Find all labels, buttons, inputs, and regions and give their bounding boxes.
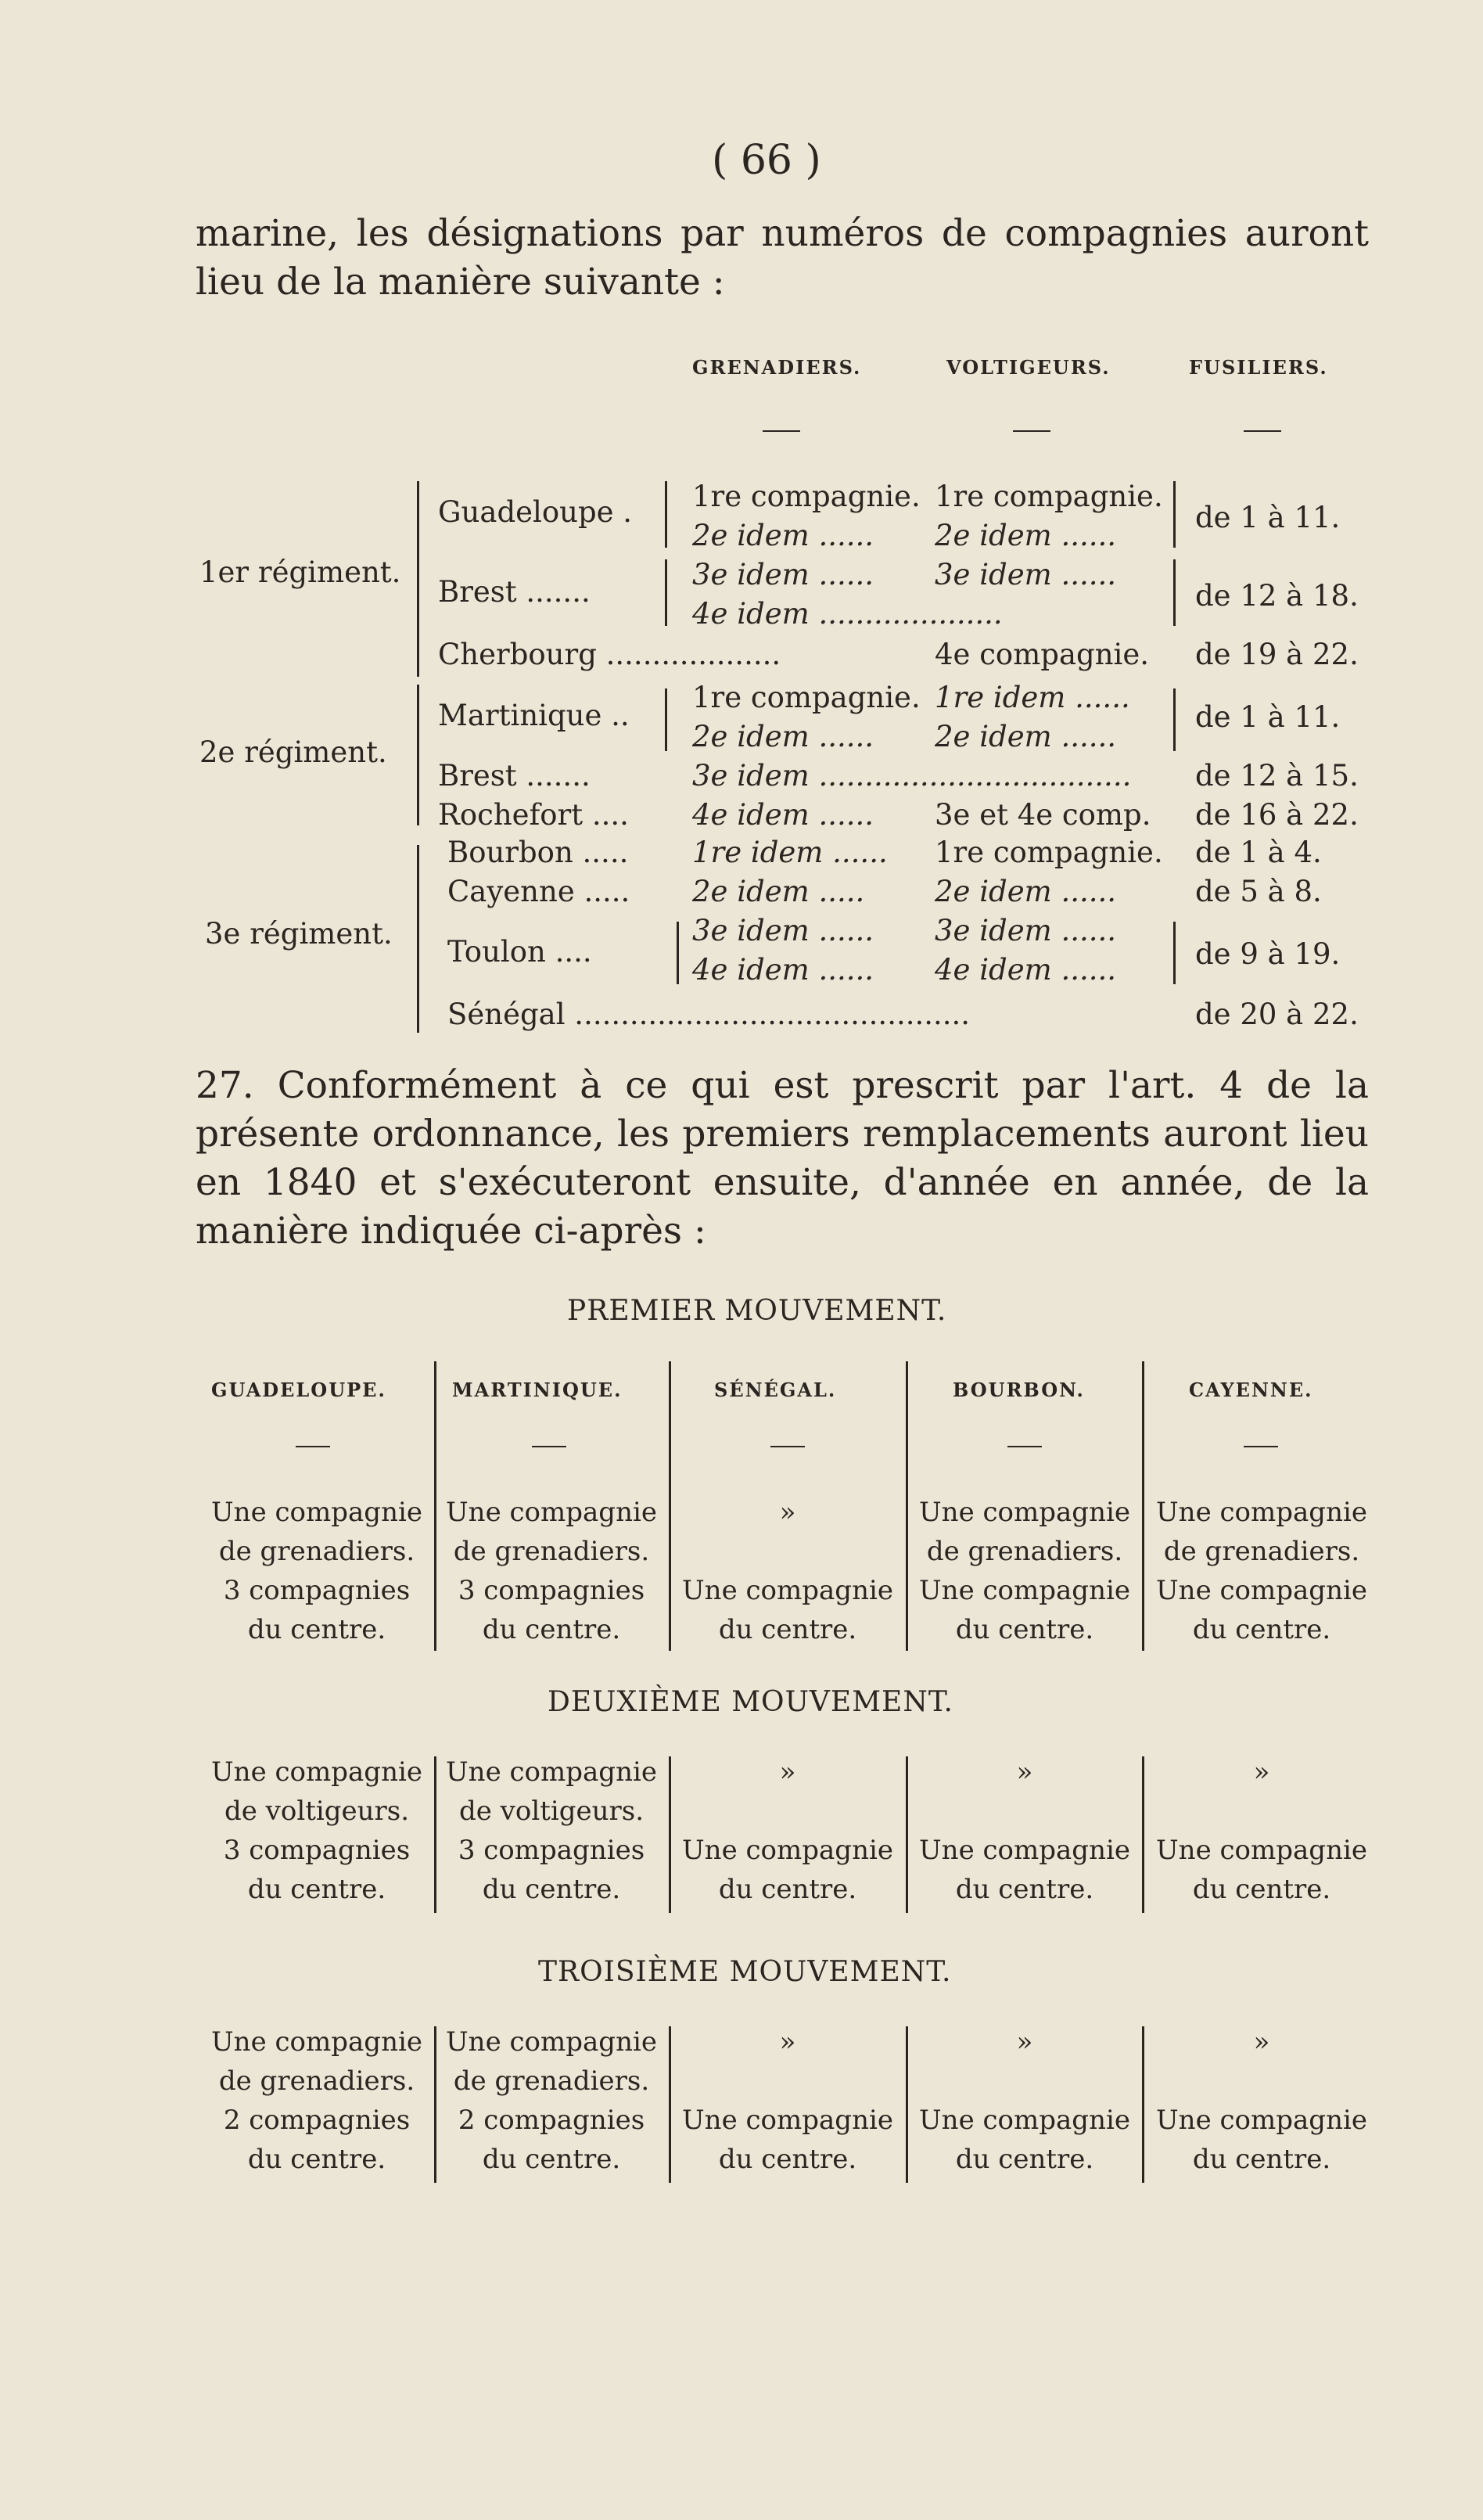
- column-rule: [434, 2026, 436, 2183]
- column-dash: [1007, 1446, 1042, 1447]
- fusilier-brace: [1173, 481, 1176, 548]
- cell-line: Une compagnie: [211, 1497, 422, 1528]
- voltigeur-cell: 1re compagnie.: [935, 836, 1163, 869]
- cell-line: 3 compagnies: [223, 1575, 411, 1606]
- cell-line: [674, 2062, 901, 2101]
- movement-cell: [911, 1493, 1138, 1649]
- regiment-brace: [417, 481, 419, 677]
- voltigeur-cell: 3e idem ......: [935, 558, 1117, 591]
- place-name: Rochefort ....: [438, 798, 629, 832]
- cell-line: Une compagnie: [446, 2026, 657, 2058]
- place-name: Brest .......: [438, 575, 591, 609]
- column-rule: [1142, 1756, 1144, 1913]
- cell-line: [1148, 2062, 1375, 2101]
- movement-cell: [203, 2022, 430, 2179]
- movement-cell: [438, 2022, 665, 2179]
- place-name: Toulon ....: [447, 935, 592, 969]
- grenadier-cell: 3e idem ......: [692, 558, 874, 591]
- column-rule: [669, 1361, 671, 1651]
- column-header: GUADELOUPE.: [211, 1379, 386, 1401]
- paragraph-27: [196, 1062, 1369, 1256]
- cell-line: du centre.: [1192, 1614, 1331, 1645]
- header-voltigeurs: VOLTIGEURS.: [946, 356, 1111, 379]
- cell-line: »: [779, 1497, 796, 1528]
- fusilier-brace: [1173, 688, 1176, 751]
- movement-cell: [674, 1752, 901, 1909]
- regiment-brace: [417, 685, 419, 825]
- voltigeur-cell: 1re compagnie.: [935, 480, 1163, 513]
- voltigeur-cell: 2e idem ......: [935, 875, 1117, 908]
- grenadier-cell: 2e idem ......: [692, 720, 874, 753]
- place-brace: [677, 922, 679, 984]
- column-rule: [906, 1361, 908, 1651]
- cell-line: de voltigeurs.: [224, 1796, 410, 1827]
- cell-line: Une compagnie: [1156, 1835, 1367, 1866]
- cell-line: 2 compagnies: [458, 2105, 645, 2136]
- grenadier-cell: 1re compagnie.: [692, 681, 921, 714]
- cell-line: de grenadiers.: [453, 1536, 650, 1567]
- fusilier-cell: de 12 à 15.: [1195, 759, 1359, 793]
- grenadier-cell: 1re idem ......: [692, 836, 888, 869]
- cell-line: du centre.: [1192, 2144, 1331, 2175]
- intro-paragraph: [196, 210, 1369, 307]
- place-brace: [665, 481, 667, 548]
- cell-line: Une compagnie: [682, 2105, 893, 2136]
- intro-line: marine, les désignations par numéros de compagnies auront: [196, 212, 1369, 255]
- paragraph-line: présente ordonnance, les premiers remplacements auront lieu: [196, 1113, 1369, 1156]
- voltigeur-cell: 4e compagnie.: [935, 638, 1150, 671]
- place-brace: [665, 559, 667, 626]
- cell-line: [674, 1532, 901, 1571]
- cell-line: Une compagnie: [1156, 2105, 1367, 2136]
- cell-line: Une compagnie: [919, 1835, 1130, 1866]
- cell-line: 2 compagnies: [223, 2105, 411, 2136]
- paragraph-line: manière indiquée ci-après :: [196, 1210, 706, 1253]
- grenadier-cell: 1re compagnie.: [692, 480, 921, 513]
- cell-line: du centre.: [955, 1874, 1094, 1905]
- cell-line: »: [1016, 1756, 1033, 1788]
- fusilier-cell: de 1 à 4.: [1195, 836, 1322, 869]
- fusilier-cell: de 16 à 22.: [1195, 798, 1359, 832]
- regiment-label: 1er régiment.: [199, 555, 401, 589]
- grenadier-cell: 4e idem ....................: [692, 597, 1003, 631]
- column-dash: [1244, 1446, 1278, 1447]
- cell-line: du centre.: [247, 2144, 386, 2175]
- cell-line: Une compagnie: [919, 1575, 1130, 1606]
- voltigeur-cell: 3e et 4e comp.: [935, 798, 1151, 832]
- column-dash: [296, 1446, 330, 1447]
- place-name: Cayenne .....: [447, 875, 630, 908]
- page-number: ( 66 ): [712, 137, 821, 184]
- cell-line: du centre.: [955, 2144, 1094, 2175]
- fusilier-cell: de 1 à 11.: [1195, 501, 1341, 534]
- grenadier-cell: 3e idem ..................................: [692, 759, 1132, 793]
- place-name: Cherbourg ...................: [438, 638, 781, 671]
- movement-cell: [1148, 1493, 1375, 1649]
- cell-line: du centre.: [718, 1874, 857, 1905]
- header-dash: [763, 430, 800, 432]
- column-dash: [532, 1446, 566, 1447]
- fusilier-brace: [1173, 559, 1176, 626]
- header-grenadiers: GRENADIERS.: [692, 356, 862, 379]
- place-name: Bourbon .....: [447, 836, 629, 869]
- cell-line: [911, 1792, 1138, 1831]
- place-name: Sénégal ...........................................: [447, 998, 971, 1031]
- cell-line: [1148, 1792, 1375, 1831]
- cell-line: Une compagnie: [1156, 1575, 1367, 1606]
- cell-line: de grenadiers.: [453, 2065, 650, 2097]
- cell-line: Une compagnie: [1156, 1497, 1367, 1528]
- cell-line: du centre.: [247, 1874, 386, 1905]
- cell-line: 3 compagnies: [458, 1575, 645, 1606]
- intro-line: lieu de la manière suivante :: [196, 261, 725, 304]
- header-fusiliers: FUSILIERS.: [1189, 356, 1328, 379]
- movement-cell: [674, 2022, 901, 2179]
- regiment-brace: [417, 845, 419, 1033]
- fusilier-cell: de 19 à 22.: [1195, 638, 1359, 671]
- movement-cell: [438, 1752, 665, 1909]
- cell-line: de voltigeurs.: [458, 1796, 645, 1827]
- cell-line: du centre.: [482, 1874, 621, 1905]
- cell-line: de grenadiers.: [218, 2065, 415, 2097]
- column-rule: [669, 2026, 671, 2183]
- movement-cell: [1148, 1752, 1375, 1909]
- cell-line: »: [779, 1756, 796, 1788]
- movement-cell: [438, 1493, 665, 1649]
- column-rule: [906, 1756, 908, 1913]
- grenadier-cell: 4e idem ......: [692, 798, 874, 832]
- cell-line: Une compagnie: [446, 1497, 657, 1528]
- fusilier-cell: de 1 à 11.: [1195, 700, 1341, 734]
- grenadier-cell: 3e idem ......: [692, 914, 874, 947]
- fusilier-cell: de 9 à 19.: [1195, 937, 1341, 971]
- movement-cell: [203, 1752, 430, 1909]
- column-rule: [906, 2026, 908, 2183]
- cell-line: [911, 2062, 1138, 2101]
- movement-title: TROISIÈME MOUVEMENT.: [538, 1956, 952, 1988]
- paragraph-line: en 1840 et s'exécuteront ensuite, d'année en année, de la: [196, 1161, 1369, 1204]
- column-rule: [1142, 2026, 1144, 2183]
- column-header: BOURBON.: [953, 1379, 1085, 1401]
- grenadier-cell: 4e idem ......: [692, 953, 874, 987]
- voltigeur-cell: 3e idem ......: [935, 914, 1117, 947]
- cell-line: »: [1253, 1756, 1270, 1788]
- fusilier-cell: de 12 à 18.: [1195, 579, 1359, 613]
- fusilier-brace: [1173, 922, 1176, 984]
- cell-line: du centre.: [482, 1614, 621, 1645]
- movement-title: PREMIER MOUVEMENT.: [567, 1295, 947, 1327]
- header-dash: [1013, 430, 1050, 432]
- grenadier-cell: 2e idem .....: [692, 875, 865, 908]
- column-rule: [434, 1756, 436, 1913]
- movement-cell: [203, 1493, 430, 1649]
- fusilier-cell: de 20 à 22.: [1195, 998, 1359, 1031]
- cell-line: du centre.: [1192, 1874, 1331, 1905]
- cell-line: Une compagnie: [682, 1575, 893, 1606]
- cell-line: du centre.: [718, 1614, 857, 1645]
- column-header: CAYENNE.: [1189, 1379, 1313, 1401]
- cell-line: »: [1253, 2026, 1270, 2058]
- voltigeur-cell: 2e idem ......: [935, 720, 1117, 753]
- cell-line: »: [1016, 2026, 1033, 2058]
- cell-line: de grenadiers.: [218, 1536, 415, 1567]
- header-dash: [1244, 430, 1281, 432]
- column-rule: [434, 1361, 436, 1651]
- column-dash: [770, 1446, 805, 1447]
- cell-line: Une compagnie: [211, 1756, 422, 1788]
- regiment-label: 3e régiment.: [205, 917, 393, 951]
- place-name: Guadeloupe .: [438, 495, 633, 529]
- movement-cell: [1148, 2022, 1375, 2179]
- movement-title: DEUXIÈME MOUVEMENT.: [548, 1686, 953, 1718]
- paragraph-line: 27. Conformément à ce qui est prescrit par l'art. 4 de la: [196, 1064, 1369, 1107]
- cell-line: du centre.: [247, 1614, 386, 1645]
- column-header: SÉNÉGAL.: [714, 1379, 837, 1401]
- column-header: MARTINIQUE.: [452, 1379, 623, 1401]
- place-brace: [665, 688, 667, 751]
- voltigeur-cell: 1re idem ......: [935, 681, 1130, 714]
- voltigeur-cell: 2e idem ......: [935, 519, 1117, 552]
- grenadier-cell: 2e idem ......: [692, 519, 874, 552]
- cell-line: 3 compagnies: [458, 1835, 645, 1866]
- cell-line: »: [779, 2026, 796, 2058]
- movement-cell: [674, 1493, 901, 1649]
- cell-line: de grenadiers.: [926, 1536, 1123, 1567]
- column-rule: [669, 1756, 671, 1913]
- cell-line: du centre.: [955, 1614, 1094, 1645]
- fusilier-cell: de 5 à 8.: [1195, 875, 1322, 908]
- cell-line: Une compagnie: [211, 2026, 422, 2058]
- cell-line: 3 compagnies: [223, 1835, 411, 1866]
- regiment-label: 2e régiment.: [199, 735, 387, 769]
- place-name: Brest .......: [438, 759, 591, 793]
- voltigeur-cell: 4e idem ......: [935, 953, 1117, 987]
- cell-line: de grenadiers.: [1163, 1536, 1360, 1567]
- cell-line: Une compagnie: [919, 2105, 1130, 2136]
- movement-cell: [911, 2022, 1138, 2179]
- cell-line: du centre.: [718, 2144, 857, 2175]
- column-rule: [1142, 1361, 1144, 1651]
- movement-cell: [911, 1752, 1138, 1909]
- place-name: Martinique ..: [438, 699, 630, 732]
- cell-line: Une compagnie: [919, 1497, 1130, 1528]
- cell-line: Une compagnie: [682, 1835, 893, 1866]
- cell-line: Une compagnie: [446, 1756, 657, 1788]
- cell-line: du centre.: [482, 2144, 621, 2175]
- cell-line: [674, 1792, 901, 1831]
